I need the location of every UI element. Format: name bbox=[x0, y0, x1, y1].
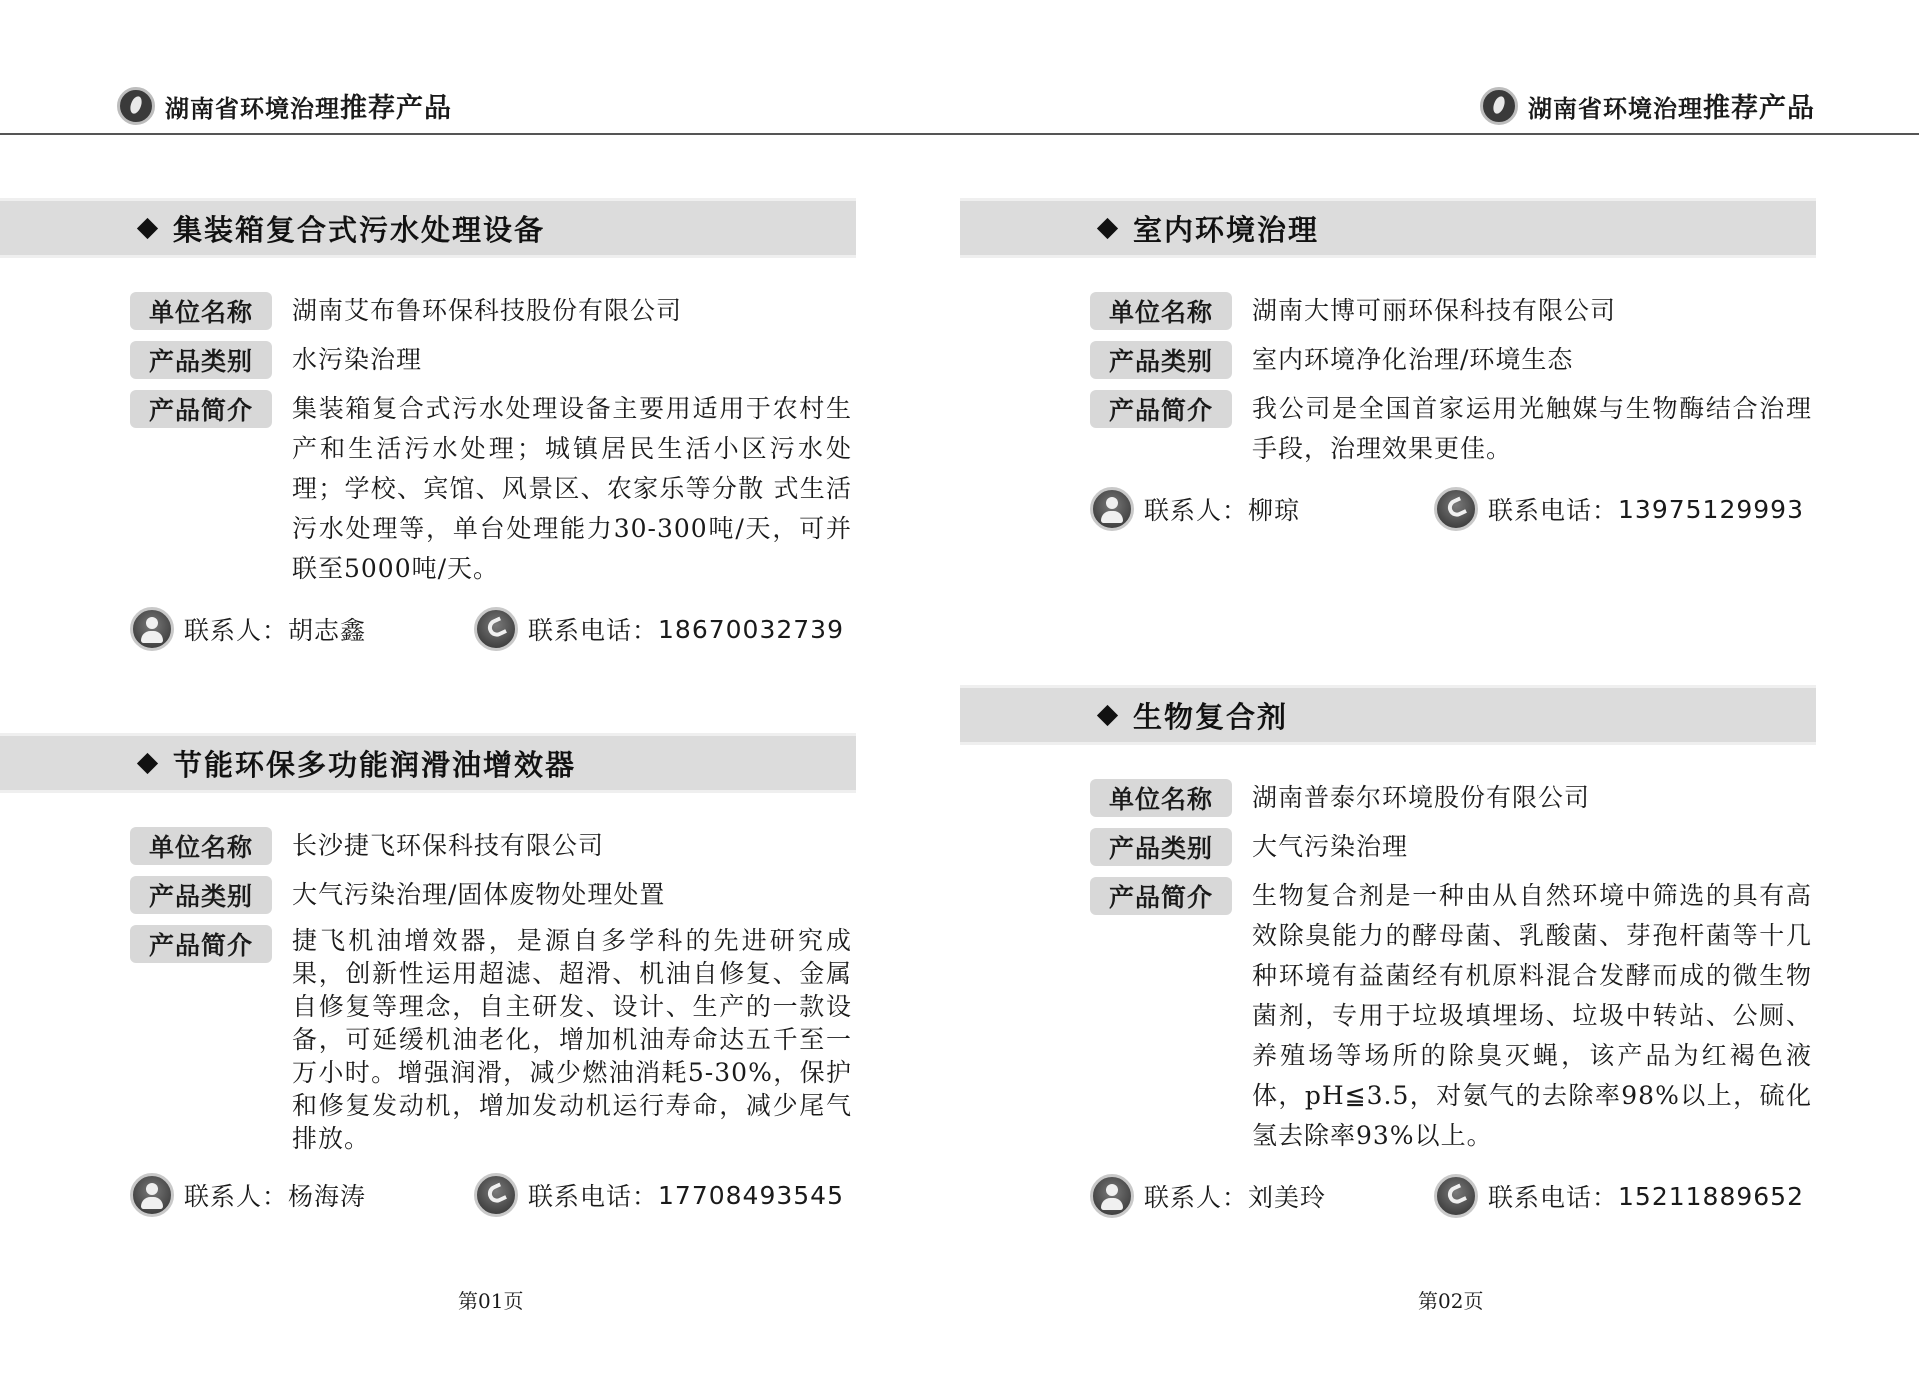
phone-label: 联系电话： bbox=[1488, 496, 1619, 525]
category-label: 产品类别 bbox=[1090, 828, 1232, 866]
unit-value: 湖南艾布鲁环保科技股份有限公司 bbox=[292, 296, 683, 325]
phone-number: 15211889652 bbox=[1618, 1181, 1804, 1211]
unit-value: 湖南普泰尔环境股份有限公司 bbox=[1252, 783, 1591, 812]
phone-number: 18670032739 bbox=[658, 614, 844, 644]
diamond-bullet-icon bbox=[137, 752, 158, 773]
category-row bbox=[1090, 828, 1816, 867]
unit-row bbox=[130, 827, 856, 866]
unit-label: 单位名称 bbox=[130, 827, 272, 865]
product-title: 生物复合剂 bbox=[1133, 699, 1289, 734]
unit-label: 单位名称 bbox=[130, 292, 272, 330]
unit-label: 单位名称 bbox=[1090, 779, 1232, 817]
category-label: 产品类别 bbox=[130, 876, 272, 914]
contact-name: 杨海涛 bbox=[288, 1182, 367, 1211]
phone-icon bbox=[474, 607, 518, 651]
phone-icon bbox=[1434, 1174, 1478, 1218]
contact-row bbox=[960, 487, 1804, 531]
contact-name: 柳琼 bbox=[1248, 496, 1301, 525]
product-card bbox=[0, 198, 856, 651]
unit-row bbox=[1090, 292, 1816, 331]
intro-row bbox=[130, 390, 856, 589]
contact-row bbox=[0, 1173, 844, 1217]
contact-label: 联系人： bbox=[1144, 1183, 1249, 1212]
contact-label: 联系人： bbox=[1144, 496, 1249, 525]
intro-label: 产品简介 bbox=[130, 925, 272, 963]
intro-value: 集装箱复合式污水处理设备主要用适用于农村生产和生活污水处理；城镇居民生活小区污水处理；学校、宾馆、风景区、农家乐等分散 式生活污水处理等，单台处理能力30-300吨/天，可并联至5000吨/天。 bbox=[292, 394, 852, 583]
page-number-left: 第01页 bbox=[458, 1289, 524, 1313]
contact-label: 联系人： bbox=[184, 616, 289, 645]
intro-value: 捷飞机油增效器，是源自多学科的先进研究成果，创新性运用超滤、超滑、机油自修复、金属自修复等理念，自主研发、设计、生产的一款设备，可延缓机油老化，增加机油寿命达五千至一万小时。增强润滑，减少燃油消耗5-30%，保护和修复发动机，增加发动机运行寿命，减少尾气排放。 bbox=[292, 926, 852, 1153]
person-icon bbox=[130, 1173, 174, 1217]
unit-label: 单位名称 bbox=[1090, 292, 1232, 330]
phone-label: 联系电话： bbox=[528, 1182, 659, 1211]
category-row bbox=[130, 876, 856, 915]
unit-value: 湖南大博可丽环保科技有限公司 bbox=[1252, 296, 1617, 325]
diamond-bullet-icon bbox=[1097, 217, 1118, 238]
header-right bbox=[1480, 86, 1815, 125]
product-title-bar bbox=[960, 685, 1816, 745]
phone-number: 17708493545 bbox=[658, 1180, 844, 1210]
phone-number: 13975129993 bbox=[1618, 494, 1804, 524]
category-row bbox=[1090, 341, 1816, 380]
intro-label: 产品简介 bbox=[1090, 390, 1232, 428]
unit-row bbox=[1090, 779, 1816, 818]
intro-row bbox=[130, 925, 856, 1155]
product-card bbox=[960, 685, 1816, 1218]
category-value: 大气污染治理/固体废物处理处置 bbox=[292, 880, 666, 909]
header-title-left: 湖南省环境治理推荐产品 bbox=[165, 93, 452, 124]
intro-row bbox=[1090, 877, 1816, 1156]
category-value: 水污染治理 bbox=[292, 345, 423, 374]
product-title-bar bbox=[0, 198, 856, 258]
product-title: 节能环保多功能润滑油增效器 bbox=[173, 747, 577, 782]
contact-row bbox=[960, 1174, 1804, 1218]
category-label: 产品类别 bbox=[1090, 341, 1232, 379]
product-title-bar bbox=[960, 198, 1816, 258]
contact-label: 联系人： bbox=[184, 1182, 289, 1211]
logo-icon bbox=[1480, 87, 1518, 125]
phone-label: 联系电话： bbox=[1488, 1183, 1619, 1212]
unit-value: 长沙捷飞环保科技有限公司 bbox=[292, 831, 605, 860]
header-title-right: 湖南省环境治理推荐产品 bbox=[1528, 93, 1815, 124]
intro-value: 我公司是全国首家运用光触媒与生物酶结合治理手段，治理效果更佳。 bbox=[1252, 394, 1812, 463]
phone-icon bbox=[1434, 487, 1478, 531]
product-card bbox=[0, 733, 856, 1217]
unit-row bbox=[130, 292, 856, 331]
intro-value: 生物复合剂是一种由从自然环境中筛选的具有高效除臭能力的酵母菌、乳酸菌、芽孢杆菌等十几种环境有益菌经有机原料混合发酵而成的微生物菌剂，专用于垃圾填埋场、垃圾中转站、公厕、养殖场等场所的除臭灭蝇，该产品为红褐色液体，pH≦3.5，对氨气的去除率98%以上，硫化氢去除率93%以上。 bbox=[1252, 881, 1812, 1150]
product-title-bar bbox=[0, 733, 856, 793]
category-row bbox=[130, 341, 856, 380]
phone-label: 联系电话： bbox=[528, 616, 659, 645]
category-value: 室内环境净化治理/环境生态 bbox=[1252, 345, 1574, 374]
category-value: 大气污染治理 bbox=[1252, 832, 1409, 861]
contact-name: 胡志鑫 bbox=[288, 616, 367, 645]
logo-icon bbox=[117, 87, 155, 125]
contact-name: 刘美玲 bbox=[1248, 1183, 1327, 1212]
contact-row bbox=[0, 607, 844, 651]
category-label: 产品类别 bbox=[130, 341, 272, 379]
page-number-right: 第02页 bbox=[1418, 1289, 1484, 1313]
phone-icon bbox=[474, 1173, 518, 1217]
header-left bbox=[117, 86, 452, 125]
header-divider bbox=[0, 133, 1919, 135]
product-card bbox=[960, 198, 1816, 531]
intro-row bbox=[1090, 390, 1816, 469]
product-title: 集装箱复合式污水处理设备 bbox=[173, 212, 546, 247]
person-icon bbox=[130, 607, 174, 651]
diamond-bullet-icon bbox=[1097, 704, 1118, 725]
person-icon bbox=[1090, 487, 1134, 531]
person-icon bbox=[1090, 1174, 1134, 1218]
intro-label: 产品简介 bbox=[1090, 877, 1232, 915]
intro-label: 产品简介 bbox=[130, 390, 272, 428]
diamond-bullet-icon bbox=[137, 217, 158, 238]
product-title: 室内环境治理 bbox=[1133, 212, 1320, 247]
